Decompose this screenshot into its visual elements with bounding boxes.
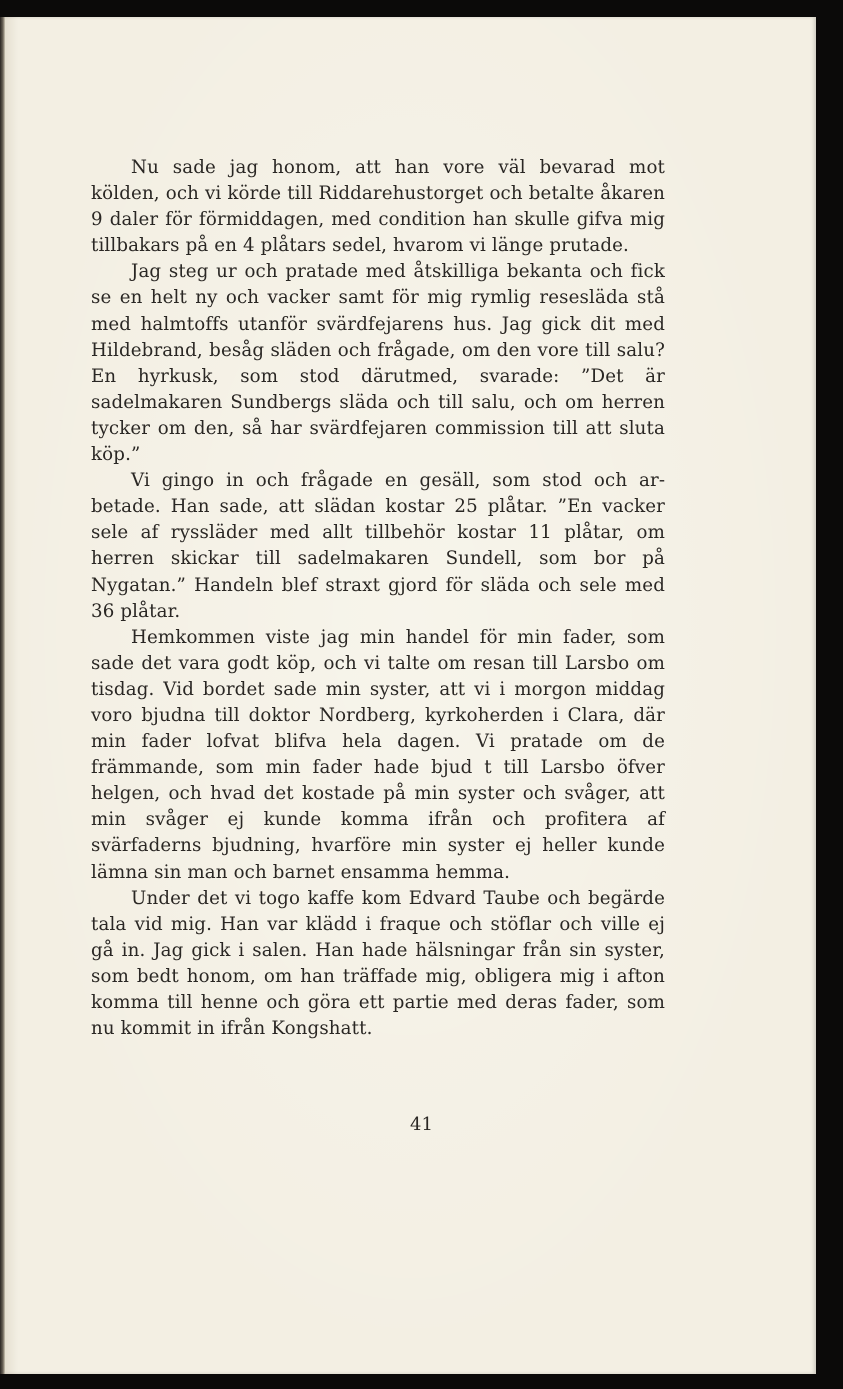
paragraph-3: Vi gingo in och frågade en gesäll, som stod och arbetade. Han sade, att slädan kostar 25 plåtar. ”En vacker sele af ryssläder med allt tillbehör kostar 11 plåtar, om herren skickar till sadelmakaren Sundell, som bor på Nygatan.” Handeln blef straxt gjord för släda och sele med 36 plåtar. xyxy=(91,470,665,622)
paragraph-2: Jag steg ur och pratade med åtskilliga bekanta och fick se en helt ny och vacker samt för mig rymlig resesläda stå med halmtoffs utanför svärdfejarens hus. Jag gick dit med Hildebrand, besåg släden och frågade, om den vore till salu? En hyrkusk, som stod därutmed, svarade: ”Det är sadelmakaren Sundbergs släda och till salu, och om herren tycker om den, så har svärdfejaren commission till att sluta köp.” xyxy=(91,261,665,466)
body-text xyxy=(91,155,665,1042)
paragraph-1: Nu sade jag honom, att han vore väl bevarad mot kölden, och vi körde till Riddarehustorget och betalte åkaren 9 daler för förmiddagen, med condition han skulle gifva mig tillbakars på en 4 plåtars sedel, hvarom vi länge prutade. xyxy=(91,157,665,257)
page-left-edge xyxy=(0,17,5,1374)
paragraph-5: Under det vi togo kaffe kom Edvard Taube och begärde tala vid mig. Han var klädd i fraque och stöflar och ville ej gå in. Jag gick i salen. Han hade hälsningar från sin syster, som bedt honom, om han träffade mig, obligera mig i afton komma till henne och göra ett partie med deras fader, som nu kommit in ifrån Kongshatt. xyxy=(91,887,665,1040)
paragraph-4: Hemkommen viste jag min handel för min fader, som sade det vara godt köp, och vi talte om resan till Larsbo om tisdag. Vid bordet sade min syster, att vi i morgon middag voro bjudna till doktor Nordberg, kyrkoherden i Clara, där min fader lofvat blifva hela dagen. Vi pratade om de främmande, som min fader hade bjud t till Larsbo öfver helgen, och hvad det kostade på min syster och svåger, att min svåger ej kunde komma ifrån och profitera af svärfaderns bjudning, hvarföre min syster ej heller kunde lämna sin man och barnet ensamma hemma. xyxy=(91,626,665,883)
page-number: 41 xyxy=(410,1114,433,1135)
